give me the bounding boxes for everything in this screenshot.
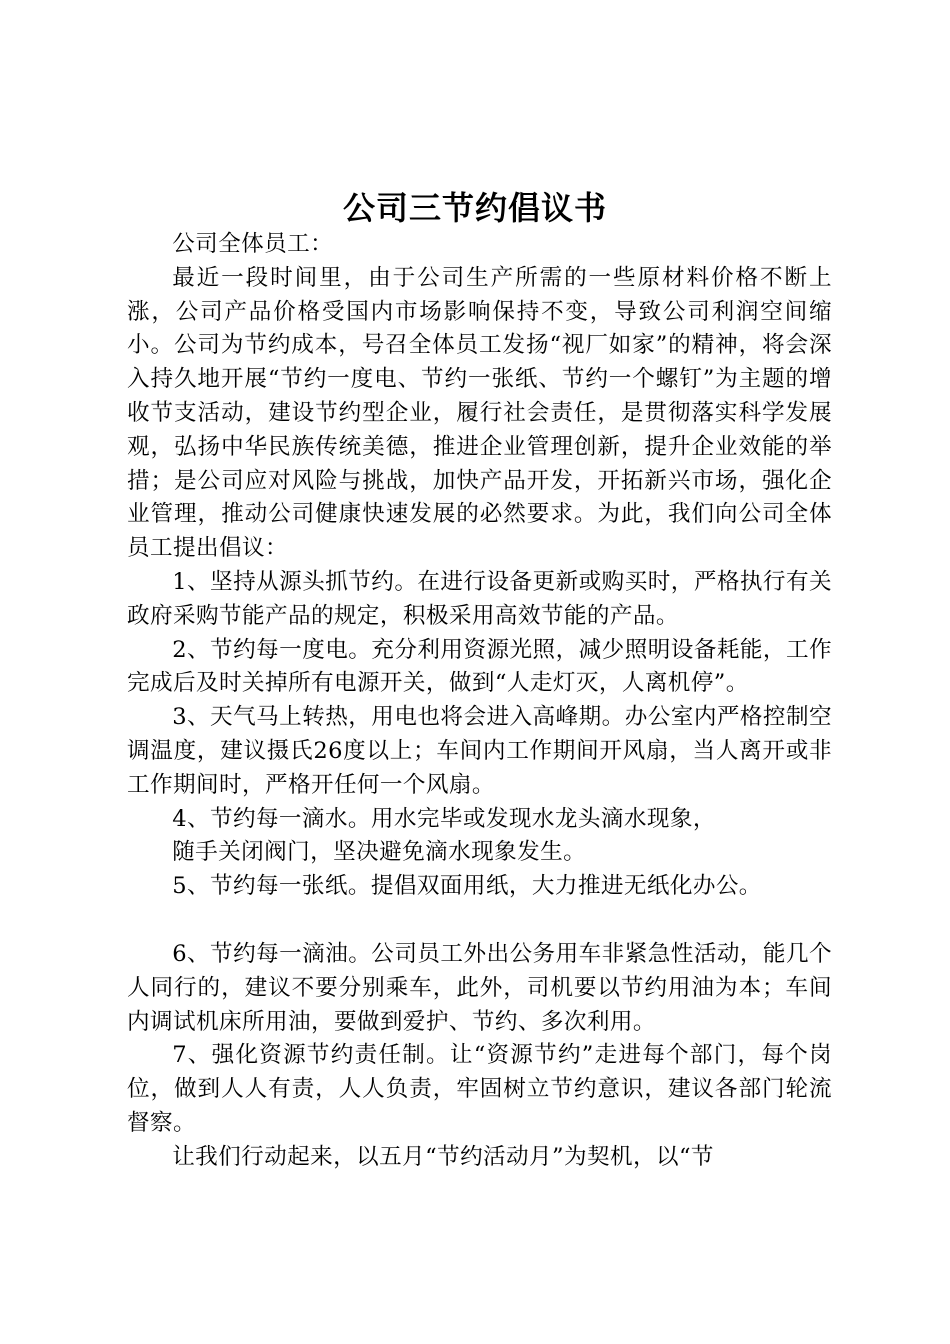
proposal-item-4: 4、节约每一滴水。用水完毕或发现水龙头滴水现象， <box>172 805 716 832</box>
paragraph-gap <box>127 904 832 938</box>
closing-paragraph: 让我们行动起来，以五月“节约活动月”为契机，以“节 <box>172 1143 714 1170</box>
proposal-item-6: 6、节约每一滴油。公司员工外出公务用车非紧急性活动，能几个人同行的，建议不要分别乘车，此外，司机要以节约用油为本；车间内调试机床所用油，要做到爱护、节约、多次利用。 <box>127 940 832 1035</box>
proposal-item-5: 5、节约每一张纸。提倡双面用纸，大力推进无纸化办公。 <box>172 873 762 900</box>
proposal-item-2: 2、节约每一度电。充分利用资源光照，减少照明设备耗能，工作完成后及时关掉所有电源开关，做到“人走灯灭，人离机停”。 <box>127 636 832 697</box>
intro-paragraph: 最近一段时间里，由于公司生产所需的一些原材料价格不断上涨，公司产品价格受国内市场影响保持不变，导致公司利润空间缩小。公司为节约成本，号召全体员工发扬“视厂如家”的精神，将会深入持久地开展“节约一度电、节约一张纸、节约一个螺钉”为主题的增收节支活动，建设节约型企业，履行社会责任，是贯彻落实科学发展观，弘扬中华民族传统美德，推进企业管理创新，提升企业效能的举措；是公司应对风险与挑战，加快产品开发，开拓新兴市场，强化企业管理，推动公司健康快速发展的必然要求。为此，我们向公司全体员工提出倡议： <box>127 264 832 562</box>
document-body <box>127 228 832 1175</box>
document-title: 公司三节约倡议书 <box>342 189 607 227</box>
proposal-item-3: 3、天气马上转热，用电也将会进入高峰期。办公室内严格控制空调温度，建议摄氏26度以上；车间内工作期间开风扇，当人离开或非工作期间时，严格开任何一个风扇。 <box>127 704 832 798</box>
proposal-item-7: 7、强化资源节约责任制。让“资源节约”走进每个部门，每个岗位，做到人人有责，人人负责，牢固树立节约意识，建议各部门轮流督察。 <box>127 1042 832 1136</box>
proposal-item-4-continued: 随手关闭阀门，坚决避免滴水现象发生。 <box>172 839 587 866</box>
proposal-item-1: 1、坚持从源头抓节约。在进行设备更新或购买时，严格执行有关政府采购节能产品的规定，积极采用高效节能的产品。 <box>127 568 832 629</box>
salutation: 公司全体员工： <box>172 231 334 257</box>
